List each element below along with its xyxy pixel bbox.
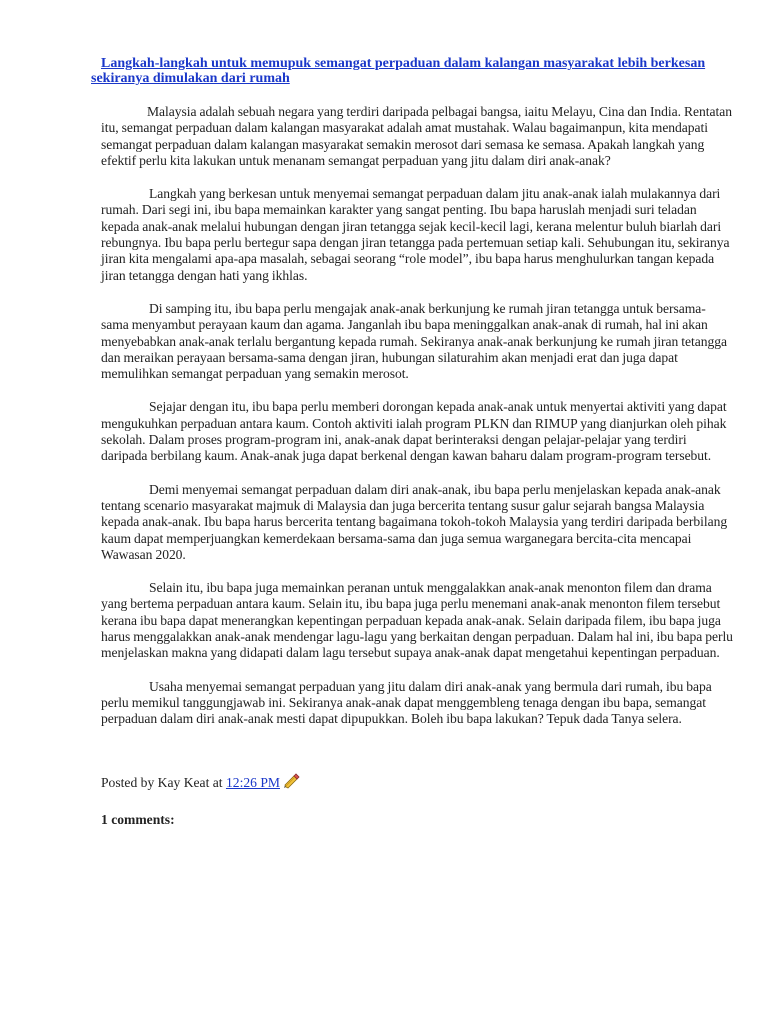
post-paragraph: Malaysia adalah sebuah negara yang terdiri daripada pelbagai bangsa, iaitu Melayu, Cina dan India. Rentatan itu, semangat perpaduan dalam kalangan masyarakat adalah amat mustahak. Walau bagaimanpun, kita mendapati semangat perpaduan dalam kalangan masyarakat semakin merosot dari semasa ke semasa. Apakah langkah yang efektif perlu kita lakukan untuk menanam semangat perpaduan yang jitu dalam diri anak-anak? [101, 104, 732, 168]
pencil-edit-icon[interactable] [283, 773, 300, 789]
posted-by-label: Posted by Kay Keat at [101, 774, 226, 790]
post-paragraph: Di samping itu, ibu bapa perlu mengajak anak-anak berkunjung ke rumah jiran tetangga untuk bersama-sama menyambut perayaan kaum dan agama. Janganlah ibu bapa meninggalkan anak-anak di rumah, hal ini akan menyebabkan anak-anak terlalu bergantung kepada rumah. Sekiranya anak-anak berkunjung ke rumah jiran tetangga dan meraikan perayaan bersama-sama dengan jiran, hubungan silaturahim akan menjadi erat dan juga dapat memulihkan semangat perpaduan yang semakin merosot. [101, 300, 727, 382]
post-body [101, 104, 733, 728]
post-paragraph: Selain itu, ibu bapa juga memainkan peranan untuk menggalakkan anak-anak menonton filem dan drama yang bertema perpaduan antara kaum. Selain itu, ibu bapa juga perlu menemani anak-anak menonton filem tersebut kerana ibu bapa dapat menerangkan kepentingan perpaduan kepada anak-anak. Selain daripada filem, ibu bapa juga harus menggalakkan anak-anak mendengar lagu-lagu yang berkaitan dengan perpaduan. Dalam hal ini, ibu bapa perlu menjelaskan makna yang didapati dalam lagu tersebut supaya anak-anak dapat mengetahui kepentingan perpaduan. [101, 580, 733, 661]
post-paragraph: Usaha menyemai semangat perpaduan yang jitu dalam diri anak-anak yang bermula dari rumah, ibu bapa perlu memikul tanggungjawab ini. Sekiranya anak-anak dapat menggembleng tenaga dengan ibu bapa, semangat perpaduan dalam diri anak-anak mesti dapat dipupukkan. Boleh ibu bapa lakukan? Tepuk dada Tanya selera. [101, 678, 712, 727]
post-title-text: Langkah-langkah untuk memupuk semangat perpaduan dalam kalangan masyarakat lebih berkesan sekiranya dimulakan dari rumah [91, 56, 706, 86]
post-title-link[interactable] [91, 56, 705, 86]
comments-heading: 1 comments: [101, 811, 175, 827]
post-paragraph: Demi menyemai semangat perpaduan dalam diri anak-anak, ibu bapa perlu menjelaskan kepada anak-anak tentang scenario masyarakat majmuk di Malaysia dan juga bercerita tentang susur galur sejarah bangsa Malaysia kepada anak-anak. Ibu bapa harus bercerita tentang bagaimana tokoh-tokoh Malaysia yang terdiri daripada berbilang kaum dapat memperjuangkan kemerdekaan bersama-sama dan juga semua warganegara bercita-cita mencapai Wawasan 2020. [101, 481, 728, 562]
post-paragraph: Langkah yang berkesan untuk menyemai semangat perpaduan dalam jitu anak-anak ialah mulakannya dari rumah. Dari segi ini, ibu bapa memainkan karakter yang sangat penting. Ibu bapa haruslah menjadi suri teladan kepada anak-anak melalui hubungan dengan jiran tetangga sejak kecil-kecil lagi, kerana melentur buluh biarlah dari rebungnya. Ibu bapa perlu bertegur sapa dengan jiran tetangga pada pertemuan setiap kali. Sehubungan itu, sekiranya jiran kita mengalami apa-apa masalah, sebagai seorang “role model”, ibu bapa harus menghulurkan tangan kepada jiran tetangga dengan hati yang ikhlas. [101, 186, 730, 283]
post-paragraph: Sejajar dengan itu, ibu bapa perlu memberi dorongan kepada anak-anak untuk menyertai aktiviti yang dapat mengukuhkan perpaduan antara kaum. Contoh aktiviti ialah program PLKN dan RIMUP yang dianjurkan oleh pihak sekolah. Dalam proses program-program ini, anak-anak dapat berinteraksi dengan pelajar-pelajar yang terdiri daripada berbilang kaum. Anak-anak juga dapat berkenal dengan kawan baharu dalam program-program tersebut. [101, 399, 727, 464]
post-timestamp-link[interactable]: 12:26 PM [225, 774, 280, 790]
post-footer [101, 773, 733, 791]
post-title [91, 56, 733, 86]
blog-post [91, 56, 733, 828]
